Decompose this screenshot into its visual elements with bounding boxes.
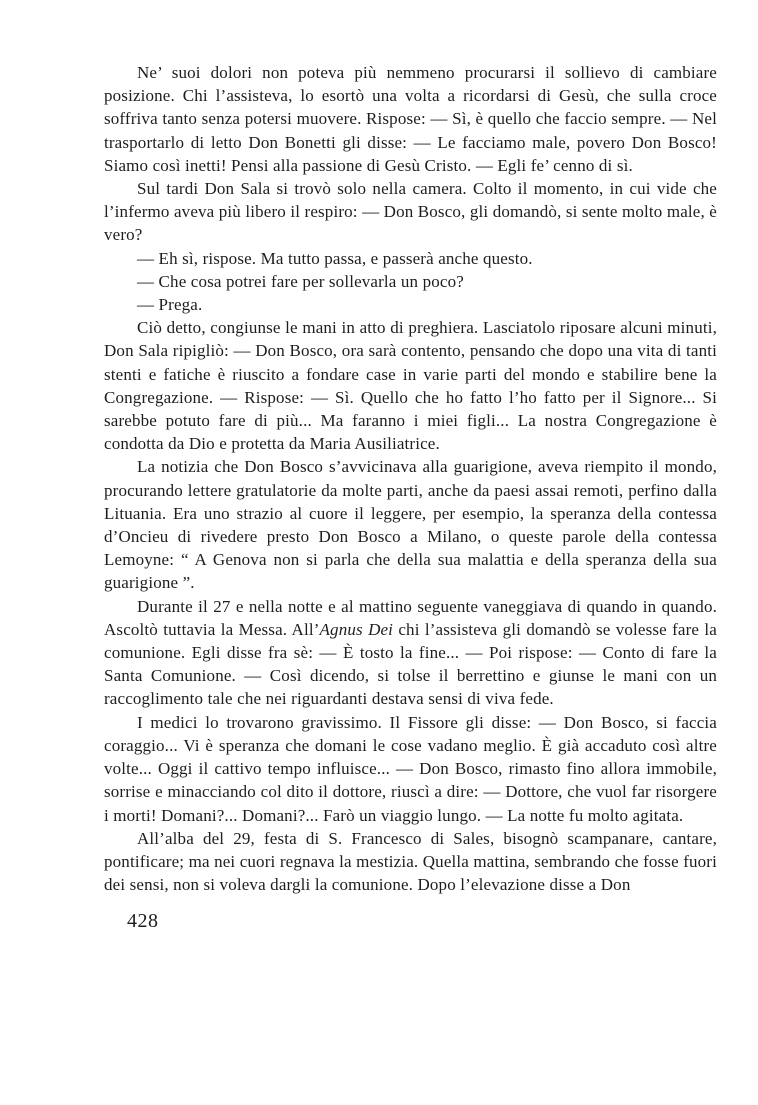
paragraph — [104, 270, 717, 293]
text-segment: — Che cosa potrei fare per sollevarla un poco? — [137, 271, 464, 291]
paragraph — [104, 61, 717, 177]
text-segment: Sul tardi Don Sala si trovò solo nella camera. Colto il momento, in cui vide che l’infermo aveva più libero il respiro: — Don Bosco, gli domandò, si sente molto male, è vero? — [104, 179, 717, 245]
paragraph — [104, 247, 717, 270]
paragraph — [104, 711, 717, 827]
paragraph — [104, 177, 717, 247]
text-segment: Ciò detto, congiunse le mani in atto di preghiera. Lasciatolo riposare alcuni minuti, Don Sala ripigliò: — Don Bosco, ora sarà contento, pensando che dopo una vita di tanti stenti e fatiche è riuscito a fondare case in varie parti del mondo e stabilire bene la Congregazione. — Rispose: — Sì. Quello che ho fatto l’ho fatto per il Signore... Si sarebbe potuto fare di più... Ma faranno i miei figli... La nostra Congregazione è condotta da Dio e protetta da Maria Ausiliatrice. — [104, 318, 717, 454]
text-segment: — Eh sì, rispose. Ma tutto passa, e passerà anche questo. — [137, 248, 533, 268]
text-segment: La notizia che Don Bosco s’avvicinava alla guarigione, aveva riempito il mondo, procurando lettere gratulatorie da molte parti, anche da paesi assai remoti, perfino dalla Lituania. Era uno strazio al cuore il leggere, per esempio, la speranza della contessa d’Oncieu di rivedere presto Don Bosco a Milano, o queste parole della contessa Lemoyne: “ A Genova non si parla che della sua malattia e della speranza della sua guarigione ”. — [104, 457, 717, 593]
text-segment: I medici lo trovarono gravissimo. Il Fissore gli disse: — Don Bosco, si faccia coraggio... Vi è speranza che domani le cose vadano meglio. È già accaduto così altre volte... Oggi il cattivo tempo influisce... — Don Bosco, rimasto fino allora immobile, sorrise e minacciando col dito il dottore, riuscì a dire: — Dottore, che vuol far risorgere i morti! Domani?... Domani?... Farò un viaggio lungo. — La notte fu molto agitata. — [104, 712, 717, 825]
paragraph — [104, 316, 717, 455]
page-number: 428 — [127, 910, 159, 932]
text-segment: Ne’ suoi dolori non poteva più nemmeno procurarsi il sollievo di cambiare posizione. Chi l’assisteva, lo esortò una volta a ricordarsi di Gesù, che sulla croce soffriva tanto senza potersi muovere. Rispose: — Sì, è quello che faccio sempre. — Nel trasportarlo di letto Don Bonetti gli disse: — Le facciamo male, povero Don Bosco! Siamo così inetti! Pensi alla passione di Gesù Cristo. — Egli fe’ cenno di sì. — [104, 63, 717, 175]
italic-text: Agnus Dei — [319, 619, 394, 639]
paragraph — [104, 827, 717, 897]
text-segment: chi l’assisteva gli domandò se volesse fare la comunione. Egli disse fra sè: — È tosto la fine... — Poi rispose: — Conto di fare la Santa Comunione. — Così dicendo, si tolse il berrettino e giunse le mani con un raccoglimento tale che nei riguardanti destava sensi di viva fede. — [104, 619, 717, 709]
text-segment: All’alba del 29, festa di S. Francesco di Sales, bisognò scampanare, cantare, pontificare; ma nei cuori regnava la mestizia. Quella mattina, sembrando che fosse fuori dei sensi, non si voleva dargli la comunione. Dopo l’elevazione disse a Don — [104, 828, 717, 895]
paragraph — [104, 595, 717, 711]
paragraph — [104, 293, 717, 316]
text-segment: Durante il 27 e nella notte e al mattino seguente vaneggiava di quando in quando. Ascoltò tuttavia la Messa. All’ — [104, 596, 717, 639]
text-block — [104, 61, 717, 896]
text-segment: — Prega. — [137, 295, 203, 315]
paragraph — [104, 455, 717, 594]
